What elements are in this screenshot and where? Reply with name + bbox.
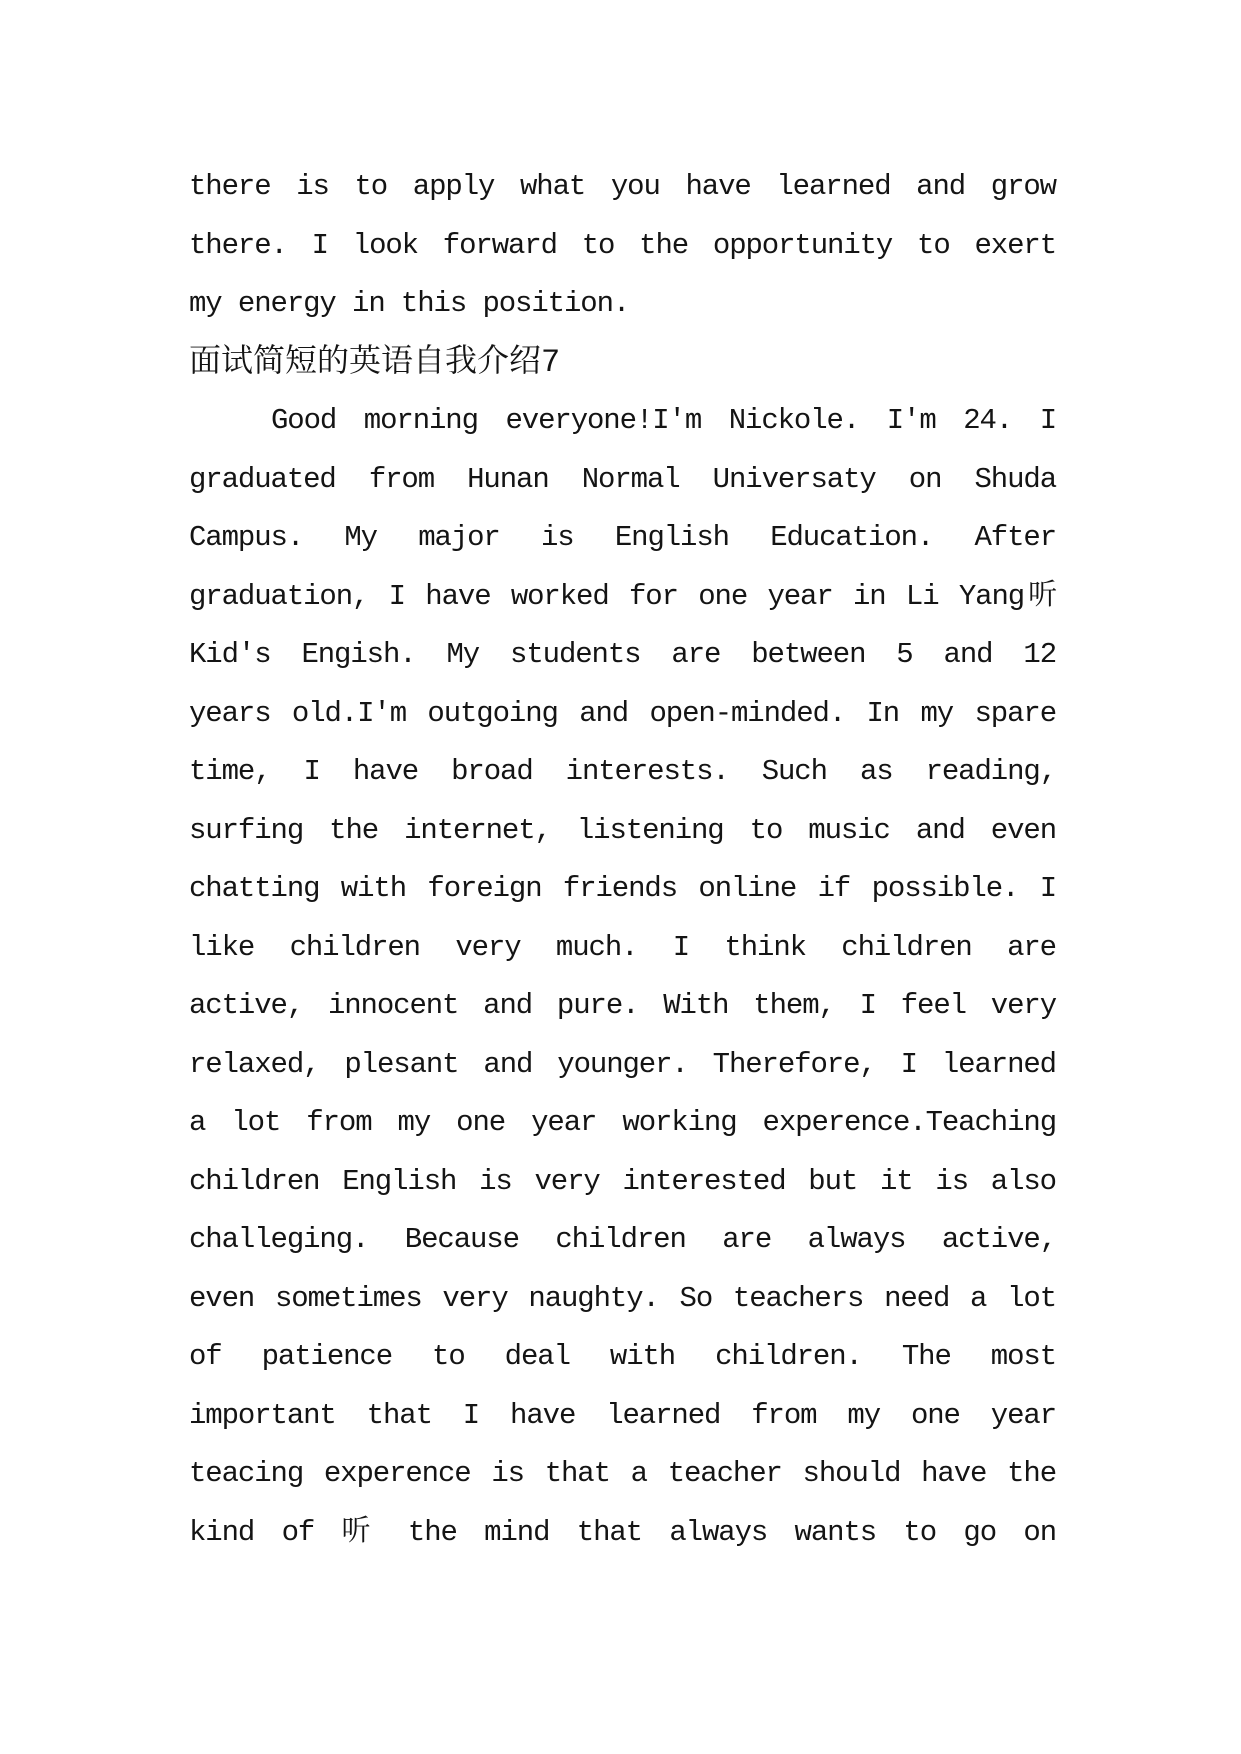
body-text-line: years old.I'm outgoing and open-minded. In my spare [189,696,1056,730]
body-text-line: chatting with foreign friends online if possible. I [189,872,1056,905]
body-text-line: Good morning everyone!I'm Nickole. I'm 24. I [271,404,1056,437]
body-text-line: important that I have learned from my one year [189,1398,1056,1432]
body-text-line: children English is very interested but it is also [189,1164,1056,1198]
document-body [189,158,1056,1562]
body-text-line: graduation, I have worked for one year in Li Yang听 [189,579,1056,613]
body-text-line: there. I look forward to the opportunity to exert [189,228,1056,262]
body-text-line: Campus. My major is English Education. After [189,521,1056,554]
body-text-line: there is to apply what you have learned and grow [189,170,1056,203]
body-text-line: graduated from Hunan Normal Universaty on Shuda [189,462,1056,496]
body-text-line: Kid's Engish. My students are between 5 and 12 [189,638,1056,671]
body-text-line: teacing experence is that a teacher should have the [189,1457,1056,1490]
body-text-line: relaxed, plesant and younger. Therefore, I learned [189,1047,1056,1081]
body-text-line: surfing the internet, listening to music and even [189,813,1056,847]
body-text-line: active, innocent and pure. With them, I feel very [189,989,1056,1022]
body-text-line: even sometimes very naughty. So teachers need a lot [189,1281,1056,1315]
section-heading: 面试简短的英语自我介绍7 [189,343,561,381]
body-text-line: time, I have broad interests. Such as reading, [189,755,1056,788]
body-text-line: my energy in this position. [189,287,630,320]
body-text-line: like children very much. I think children are [189,930,1056,964]
body-text-line: challeging. Because children are always active, [189,1223,1056,1256]
body-text-line: a lot from my one year working experence.Teaching [189,1106,1056,1139]
body-text-line: kind of 听 the mind that always wants to go on [189,1515,1056,1549]
body-text-line: of patience to deal with children. The most [189,1340,1056,1373]
